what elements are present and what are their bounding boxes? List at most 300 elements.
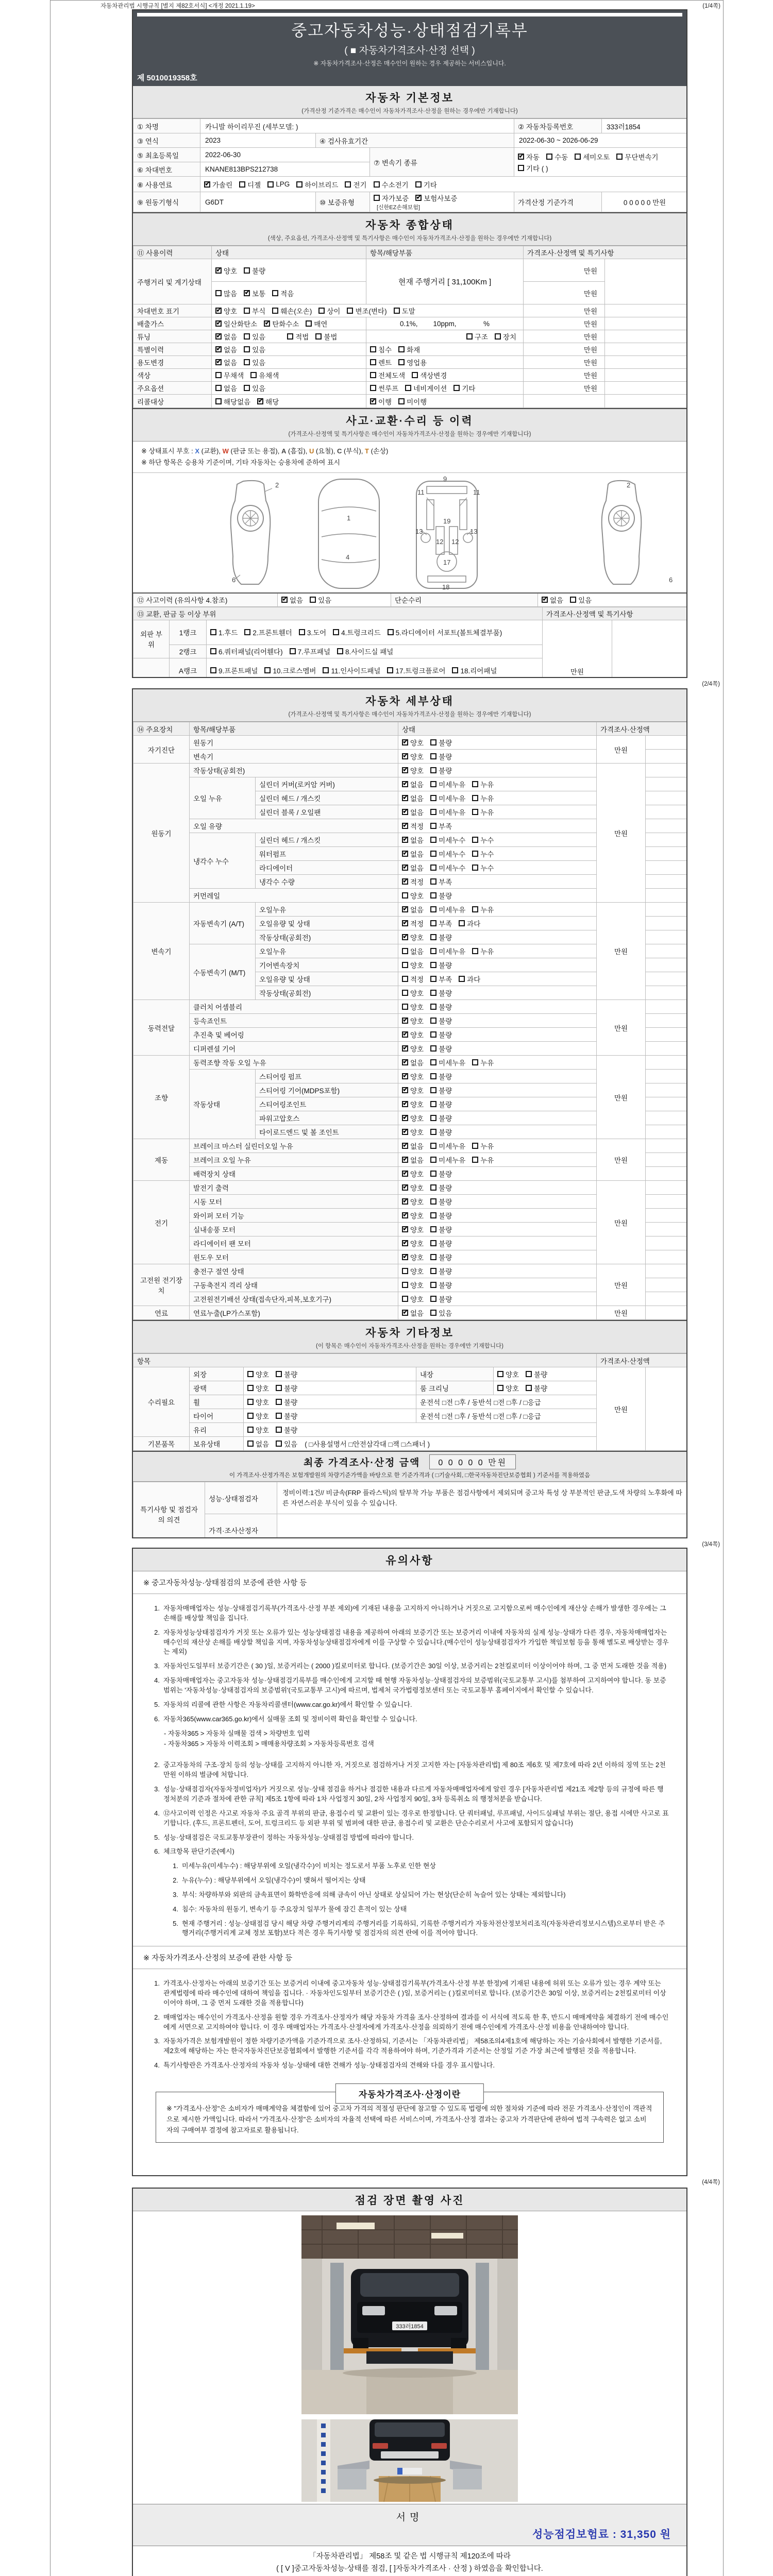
checkbox-option[interactable]	[276, 1383, 297, 1393]
checkbox-option[interactable]	[430, 946, 465, 956]
checkbox-option[interactable]	[244, 265, 265, 276]
checkbox[interactable]	[430, 753, 436, 759]
checkbox[interactable]	[402, 962, 408, 968]
checkbox-option[interactable]	[472, 849, 494, 859]
checkbox-option[interactable]	[306, 318, 327, 329]
checkbox-option[interactable]	[430, 1224, 452, 1234]
checkbox-option[interactable]	[430, 849, 465, 859]
checkbox[interactable]	[296, 181, 303, 188]
checkbox-option[interactable]	[430, 737, 452, 748]
checkbox-option[interactable]	[402, 1294, 424, 1304]
checkbox[interactable]	[472, 809, 478, 815]
checkbox-checked[interactable]	[402, 767, 408, 773]
checkbox-option[interactable]	[247, 1383, 269, 1393]
checkbox-option[interactable]	[247, 1438, 269, 1449]
checkbox-checked[interactable]	[402, 920, 408, 926]
checkbox-option[interactable]	[215, 265, 237, 276]
checkbox[interactable]	[616, 154, 623, 160]
checkbox[interactable]	[430, 767, 436, 773]
checkbox[interactable]	[430, 1018, 436, 1024]
checkbox-checked[interactable]	[542, 597, 548, 603]
checkbox[interactable]	[402, 976, 408, 982]
checkbox-option[interactable]	[430, 751, 452, 761]
checkbox-option[interactable]	[402, 1141, 424, 1151]
checkbox[interactable]	[472, 837, 478, 843]
checkbox-option[interactable]	[398, 357, 427, 367]
checkbox-option[interactable]	[430, 1238, 452, 1248]
checkbox[interactable]	[244, 359, 250, 365]
checkbox-option[interactable]	[310, 595, 331, 605]
checkbox[interactable]	[526, 1371, 532, 1377]
checkbox-checked[interactable]	[402, 1254, 408, 1260]
checkbox-option[interactable]	[402, 765, 424, 775]
checkbox-option[interactable]	[402, 1238, 424, 1248]
checkbox-option[interactable]	[264, 665, 316, 675]
checkbox[interactable]	[472, 1143, 478, 1149]
checkbox[interactable]	[430, 1073, 436, 1079]
checkbox-option[interactable]	[290, 646, 330, 656]
checkbox-option[interactable]	[215, 370, 244, 380]
checkbox-option[interactable]	[415, 179, 437, 190]
checkbox-option[interactable]	[323, 665, 380, 675]
checkbox[interactable]	[497, 1385, 503, 1391]
checkbox-option[interactable]	[402, 1266, 424, 1276]
checkbox-checked[interactable]	[402, 781, 408, 787]
checkbox[interactable]	[210, 629, 216, 635]
checkbox[interactable]	[430, 1045, 436, 1052]
checkbox-checked[interactable]	[402, 1129, 408, 1135]
checkbox-checked[interactable]	[402, 1184, 408, 1191]
checkbox-option[interactable]	[215, 318, 257, 329]
checkbox-option[interactable]	[210, 646, 283, 656]
checkbox-option[interactable]	[466, 331, 488, 342]
checkbox-checked[interactable]	[402, 809, 408, 815]
checkbox-checked[interactable]	[402, 851, 408, 857]
checkbox[interactable]	[244, 346, 250, 352]
checkbox[interactable]	[472, 906, 478, 912]
checkbox[interactable]	[575, 154, 581, 160]
checkbox-checked[interactable]	[215, 267, 222, 274]
checkbox[interactable]	[402, 1268, 408, 1274]
checkbox[interactable]	[299, 629, 305, 635]
checkbox-option[interactable]	[402, 946, 424, 956]
checkbox-option[interactable]	[402, 904, 424, 914]
checkbox-option[interactable]	[345, 179, 366, 190]
checkbox-option[interactable]	[430, 1002, 452, 1012]
checkbox[interactable]	[398, 346, 405, 352]
checkbox-option[interactable]	[402, 1127, 424, 1137]
checkbox[interactable]	[374, 181, 380, 188]
checkbox-option[interactable]	[402, 1099, 424, 1109]
checkbox[interactable]	[310, 597, 316, 603]
checkbox-option[interactable]	[402, 876, 424, 887]
checkbox[interactable]	[267, 181, 274, 188]
checkbox[interactable]	[370, 359, 376, 365]
checkbox-option[interactable]	[370, 396, 392, 406]
checkbox-checked[interactable]	[402, 1059, 408, 1065]
checkbox-checked[interactable]	[281, 597, 288, 603]
checkbox[interactable]	[374, 195, 380, 201]
checkbox[interactable]	[276, 1385, 282, 1391]
checkbox[interactable]	[430, 1143, 436, 1149]
checkbox-option[interactable]	[276, 1369, 297, 1379]
checkbox-option[interactable]	[430, 960, 452, 970]
checkbox-option[interactable]	[244, 627, 292, 637]
checkbox[interactable]	[247, 1385, 254, 1391]
checkbox-option[interactable]	[430, 862, 465, 873]
checkbox-option[interactable]	[402, 1002, 424, 1012]
checkbox[interactable]	[430, 934, 436, 940]
checkbox[interactable]	[430, 1240, 436, 1246]
checkbox-option[interactable]	[276, 1425, 297, 1435]
checkbox-option[interactable]	[518, 163, 548, 173]
checkbox-option[interactable]	[215, 357, 237, 367]
checkbox-option[interactable]	[472, 946, 494, 956]
checkbox[interactable]	[472, 1059, 478, 1065]
checkbox-option[interactable]	[402, 821, 424, 831]
checkbox-option[interactable]	[337, 646, 393, 656]
checkbox-option[interactable]	[267, 180, 290, 188]
checkbox-checked[interactable]	[370, 398, 376, 404]
checkbox-option[interactable]	[402, 1308, 424, 1318]
checkbox[interactable]	[276, 1413, 282, 1419]
checkbox[interactable]	[430, 1004, 436, 1010]
checkbox-option[interactable]	[430, 876, 452, 887]
checkbox-checked[interactable]	[402, 1198, 408, 1205]
checkbox-option[interactable]	[430, 1085, 452, 1095]
checkbox[interactable]	[247, 1371, 254, 1377]
checkbox-option[interactable]	[402, 751, 424, 761]
checkbox-option[interactable]	[387, 665, 445, 675]
checkbox-checked[interactable]	[244, 290, 250, 296]
checkbox-option[interactable]	[542, 595, 563, 605]
checkbox-option[interactable]	[570, 595, 592, 605]
checkbox-option[interactable]	[370, 370, 405, 380]
checkbox[interactable]	[215, 290, 222, 296]
checkbox-option[interactable]	[430, 1029, 452, 1040]
checkbox[interactable]	[430, 1198, 436, 1205]
checkbox-option[interactable]	[497, 1369, 519, 1379]
checkbox-option[interactable]	[518, 151, 540, 162]
checkbox-option[interactable]	[215, 331, 237, 342]
checkbox-option[interactable]	[472, 779, 494, 789]
checkbox-checked[interactable]	[402, 739, 408, 745]
checkbox-option[interactable]	[430, 1141, 465, 1151]
checkbox-option[interactable]	[402, 988, 424, 998]
checkbox-option[interactable]	[374, 193, 409, 203]
checkbox-option[interactable]	[215, 288, 237, 298]
checkbox-option[interactable]	[430, 1280, 452, 1290]
checkbox[interactable]	[472, 948, 478, 954]
checkbox-option[interactable]	[210, 665, 258, 675]
checkbox-option[interactable]	[402, 918, 424, 928]
checkbox-option[interactable]	[394, 306, 415, 316]
checkbox[interactable]	[459, 976, 465, 982]
checkbox[interactable]	[244, 629, 250, 635]
checkbox[interactable]	[430, 1282, 436, 1288]
checkbox-option[interactable]	[430, 1266, 452, 1276]
checkbox-option[interactable]	[318, 306, 340, 316]
checkbox[interactable]	[430, 878, 436, 885]
checkbox-option[interactable]	[244, 331, 265, 342]
checkbox-option[interactable]	[430, 1210, 452, 1221]
checkbox-option[interactable]	[459, 918, 480, 928]
checkbox[interactable]	[412, 372, 418, 378]
checkbox-option[interactable]	[430, 1294, 452, 1304]
checkbox-option[interactable]	[402, 890, 424, 901]
checkbox-option[interactable]	[415, 193, 457, 203]
checkbox[interactable]	[250, 372, 257, 378]
checkbox[interactable]	[276, 1371, 282, 1377]
checkbox-option[interactable]	[430, 1057, 465, 1067]
checkbox[interactable]	[244, 385, 250, 391]
checkbox-option[interactable]	[402, 974, 424, 984]
checkbox[interactable]	[430, 809, 436, 815]
checkbox-checked[interactable]	[402, 823, 408, 829]
checkbox-checked[interactable]	[415, 195, 422, 201]
checkbox-option[interactable]	[575, 151, 610, 162]
checkbox[interactable]	[215, 385, 222, 391]
checkbox[interactable]	[210, 667, 216, 673]
checkbox[interactable]	[430, 920, 436, 926]
checkbox-option[interactable]	[402, 1224, 424, 1234]
checkbox-option[interactable]	[388, 627, 502, 637]
checkbox-option[interactable]	[616, 151, 658, 162]
checkbox-checked[interactable]	[402, 906, 408, 912]
checkbox-option[interactable]	[257, 396, 279, 406]
checkbox[interactable]	[472, 1157, 478, 1163]
checkbox[interactable]	[430, 795, 436, 801]
checkbox[interactable]	[466, 333, 473, 340]
checkbox-option[interactable]	[546, 151, 568, 162]
checkbox-option[interactable]	[204, 179, 232, 190]
checkbox-option[interactable]	[402, 862, 424, 873]
checkbox[interactable]	[430, 851, 436, 857]
checkbox-option[interactable]	[215, 306, 237, 316]
checkbox[interactable]	[430, 948, 436, 954]
checkbox-option[interactable]	[402, 737, 424, 748]
checkbox-option[interactable]	[402, 1043, 424, 1054]
checkbox-option[interactable]	[215, 383, 237, 393]
checkbox[interactable]	[402, 990, 408, 996]
checkbox[interactable]	[398, 359, 405, 365]
checkbox-option[interactable]	[244, 383, 265, 393]
checkbox[interactable]	[244, 267, 250, 274]
checkbox-checked[interactable]	[402, 865, 408, 871]
checkbox-option[interactable]	[402, 1182, 424, 1193]
checkbox-option[interactable]	[430, 807, 465, 817]
checkbox-option[interactable]	[472, 1057, 494, 1067]
checkbox-option[interactable]	[370, 344, 392, 354]
checkbox-option[interactable]	[459, 974, 480, 984]
checkbox-option[interactable]	[402, 779, 424, 789]
checkbox[interactable]	[430, 1101, 436, 1107]
checkbox-option[interactable]	[296, 179, 338, 190]
checkbox-option[interactable]	[430, 765, 452, 775]
checkbox-checked[interactable]	[257, 398, 263, 404]
checkbox[interactable]	[430, 906, 436, 912]
checkbox-option[interactable]	[430, 1127, 452, 1137]
checkbox-option[interactable]	[430, 821, 452, 831]
checkbox[interactable]	[244, 308, 250, 314]
checkbox-option[interactable]	[402, 960, 424, 970]
checkbox-option[interactable]	[281, 595, 303, 605]
checkbox[interactable]	[345, 181, 351, 188]
checkbox-option[interactable]	[215, 396, 250, 406]
checkbox-option[interactable]	[347, 306, 386, 316]
checkbox-checked[interactable]	[215, 320, 222, 327]
checkbox-option[interactable]	[239, 179, 261, 190]
checkbox[interactable]	[472, 865, 478, 871]
checkbox[interactable]	[495, 333, 501, 340]
checkbox-option[interactable]	[453, 383, 475, 393]
checkbox-option[interactable]	[402, 1168, 424, 1179]
checkbox-option[interactable]	[264, 318, 299, 329]
checkbox[interactable]	[402, 1282, 408, 1288]
checkbox[interactable]	[453, 385, 460, 391]
checkbox-checked[interactable]	[402, 878, 408, 885]
checkbox-checked[interactable]	[402, 1101, 408, 1107]
checkbox-checked[interactable]	[215, 308, 222, 314]
checkbox-option[interactable]	[430, 779, 465, 789]
checkbox[interactable]	[430, 1059, 436, 1065]
checkbox[interactable]	[247, 1427, 254, 1433]
checkbox[interactable]	[430, 837, 436, 843]
checkbox[interactable]	[415, 181, 422, 188]
checkbox[interactable]	[387, 667, 393, 673]
checkbox[interactable]	[287, 333, 293, 340]
checkbox-option[interactable]	[210, 627, 238, 637]
checkbox-option[interactable]	[472, 835, 494, 845]
checkbox[interactable]	[402, 892, 408, 899]
checkbox-option[interactable]	[272, 306, 312, 316]
checkbox-option[interactable]	[402, 807, 424, 817]
checkbox-option[interactable]	[402, 1210, 424, 1221]
checkbox[interactable]	[247, 1413, 254, 1419]
checkbox[interactable]	[472, 781, 478, 787]
checkbox[interactable]	[430, 1212, 436, 1218]
checkbox-option[interactable]	[430, 1071, 452, 1081]
checkbox-option[interactable]	[402, 1085, 424, 1095]
checkbox-option[interactable]	[430, 988, 452, 998]
checkbox-option[interactable]	[430, 904, 465, 914]
checkbox-option[interactable]	[333, 627, 380, 637]
checkbox-option[interactable]	[430, 1015, 452, 1026]
checkbox[interactable]	[430, 1171, 436, 1177]
checkbox[interactable]	[388, 629, 394, 635]
checkbox-option[interactable]	[398, 396, 427, 406]
checkbox[interactable]	[430, 1268, 436, 1274]
checkbox[interactable]	[452, 667, 458, 673]
checkbox-option[interactable]	[402, 793, 424, 803]
checkbox-option[interactable]	[452, 665, 497, 675]
checkbox-option[interactable]	[472, 1155, 494, 1165]
checkbox-checked[interactable]	[402, 1240, 408, 1246]
checkbox-option[interactable]	[497, 1383, 519, 1393]
checkbox[interactable]	[402, 1004, 408, 1010]
checkbox-option[interactable]	[430, 1252, 452, 1262]
checkbox[interactable]	[430, 892, 436, 899]
checkbox-option[interactable]	[430, 793, 465, 803]
checkbox[interactable]	[323, 667, 329, 673]
checkbox-option[interactable]	[276, 1438, 297, 1449]
checkbox-option[interactable]	[215, 344, 237, 354]
checkbox[interactable]	[430, 1115, 436, 1121]
checkbox-option[interactable]	[402, 1057, 424, 1067]
checkbox[interactable]	[272, 308, 278, 314]
checkbox[interactable]	[264, 667, 271, 673]
checkbox[interactable]	[333, 629, 339, 635]
checkbox-option[interactable]	[402, 1196, 424, 1207]
checkbox[interactable]	[239, 181, 245, 188]
checkbox[interactable]	[215, 372, 222, 378]
checkbox-option[interactable]	[472, 793, 494, 803]
checkbox[interactable]	[370, 346, 376, 352]
checkbox-option[interactable]	[430, 890, 452, 901]
checkbox-option[interactable]	[430, 1168, 452, 1179]
checkbox[interactable]	[244, 333, 250, 340]
checkbox[interactable]	[430, 1031, 436, 1038]
checkbox-option[interactable]	[370, 383, 398, 393]
checkbox-option[interactable]	[244, 357, 265, 367]
checkbox-option[interactable]	[405, 383, 447, 393]
checkbox-checked[interactable]	[518, 154, 524, 160]
checkbox-option[interactable]	[472, 1141, 494, 1151]
checkbox[interactable]	[472, 851, 478, 857]
checkbox-checked[interactable]	[402, 1143, 408, 1149]
checkbox[interactable]	[430, 1157, 436, 1163]
checkbox-option[interactable]	[430, 918, 452, 928]
checkbox-option[interactable]	[430, 835, 465, 845]
checkbox-option[interactable]	[370, 357, 392, 367]
checkbox-option[interactable]	[276, 1397, 297, 1407]
checkbox-option[interactable]	[430, 1113, 452, 1123]
checkbox[interactable]	[398, 398, 405, 404]
checkbox-checked[interactable]	[402, 837, 408, 843]
checkbox[interactable]	[459, 920, 465, 926]
checkbox[interactable]	[430, 1254, 436, 1260]
checkbox[interactable]	[318, 308, 325, 314]
checkbox[interactable]	[247, 1440, 254, 1447]
checkbox-checked[interactable]	[215, 333, 222, 340]
checkbox-option[interactable]	[430, 1182, 452, 1193]
checkbox-checked[interactable]	[402, 1045, 408, 1052]
checkbox[interactable]	[290, 648, 296, 654]
checkbox[interactable]	[276, 1440, 282, 1447]
checkbox-option[interactable]	[402, 1155, 424, 1165]
checkbox-option[interactable]	[272, 288, 294, 298]
checkbox[interactable]	[526, 1385, 532, 1391]
checkbox[interactable]	[247, 1399, 254, 1405]
checkbox-option[interactable]	[315, 331, 337, 342]
checkbox-checked[interactable]	[215, 346, 222, 352]
checkbox-checked[interactable]	[402, 753, 408, 759]
checkbox-option[interactable]	[374, 179, 409, 190]
checkbox-option[interactable]	[247, 1425, 269, 1435]
checkbox-option[interactable]	[402, 1252, 424, 1262]
checkbox-checked[interactable]	[402, 1212, 408, 1218]
checkbox-option[interactable]	[472, 807, 494, 817]
checkbox[interactable]	[546, 154, 552, 160]
checkbox-option[interactable]	[244, 344, 265, 354]
checkbox[interactable]	[337, 648, 343, 654]
checkbox[interactable]	[394, 308, 400, 314]
checkbox[interactable]	[370, 385, 376, 391]
checkbox-option[interactable]	[402, 1015, 424, 1026]
checkbox-checked[interactable]	[402, 1073, 408, 1079]
checkbox[interactable]	[430, 865, 436, 871]
checkbox[interactable]	[370, 372, 376, 378]
